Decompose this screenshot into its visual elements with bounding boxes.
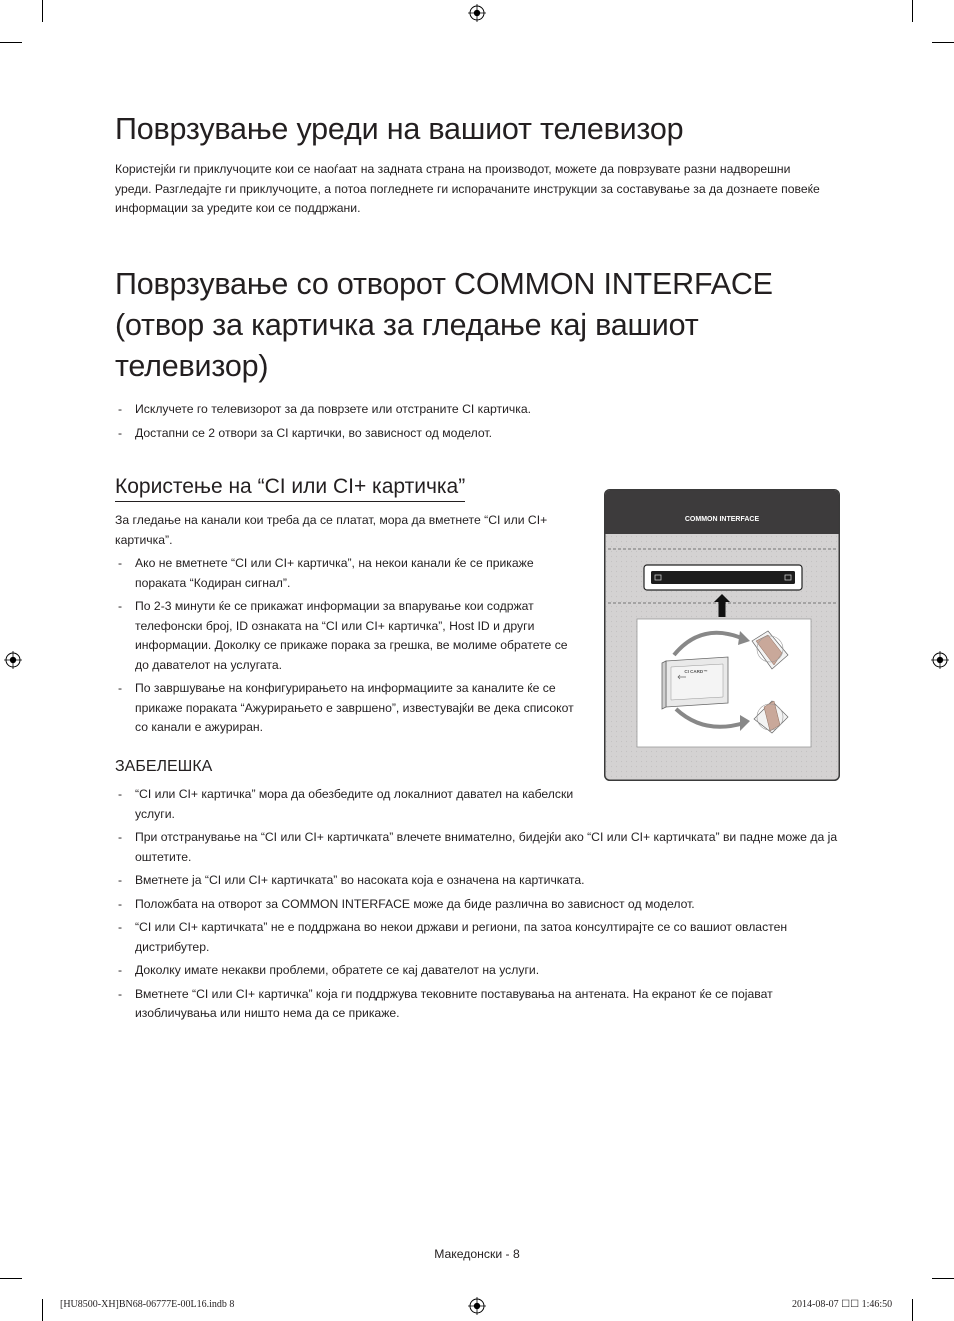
ci-slot-icon <box>651 571 795 584</box>
list-item <box>115 679 585 738</box>
registration-mark-icon <box>4 651 22 669</box>
common-interface-label: COMMON INTERFACE <box>684 516 760 523</box>
list-item <box>115 961 840 981</box>
text-line: - Доколку имате некакви проблеми, обратете се кај давателот на услуги. <box>135 963 540 977</box>
crop-mark <box>932 1278 954 1279</box>
list-item <box>115 597 585 675</box>
text-line: информации. Доколку се прикаже порака за грешка, ве молиме обратете се <box>135 638 568 652</box>
text-line: пораката “Кодиран сигнал”. <box>135 575 291 590</box>
crop-mark <box>42 1299 43 1321</box>
list-item <box>115 918 840 957</box>
text-line: - “CI или CI+ картичката” не е поддржана во некои држави и региони, па затоа консултирајте се со вашиот овластен <box>135 920 788 934</box>
text-line: Користејќи ги приклучоците кои се наоѓаат на задната страна на производот, можете да поврзувате разни надворешни <box>115 162 791 176</box>
ci-bullets <box>115 554 585 742</box>
intro-paragraph <box>115 160 820 219</box>
text-line: изобличувања или ништо нема да се прикаже. <box>135 1006 400 1020</box>
text-line: - Вметнете “CI или CI+ картичка” која ги поддржува тековните поставувања на антената. На екранот ќе се појават <box>135 986 773 1001</box>
text-line: - Положбата на отворот за COMMON INTERFACE може да биде различна во зависност од моделот. <box>135 896 695 911</box>
list-item <box>115 828 840 867</box>
ci-intro-paragraph <box>115 511 585 550</box>
ci-card-icon <box>662 657 728 709</box>
list-item <box>115 871 840 891</box>
list-item <box>115 785 840 824</box>
text-line: до давателот на услугата. <box>135 657 283 672</box>
section-title-common-interface <box>115 264 773 387</box>
common-interface-bullets <box>115 400 835 447</box>
tv-back-panel <box>606 491 839 535</box>
text-line: дистрибутер. <box>135 939 210 954</box>
text-line: информации за уредите кои се поддржани. <box>115 201 361 215</box>
page-title: Поврзување уреди на вашиот телевизор <box>115 112 684 146</box>
list-item <box>115 985 840 1024</box>
crop-mark <box>912 1299 913 1321</box>
list-item <box>115 554 585 593</box>
text-line: - Ако не вметнете “CI или CI+ картичка”, на некои канали ќе се прикаже <box>135 556 534 570</box>
print-timestamp: 2014-08-07 ☐☐ 1:46:50 <box>792 1299 893 1310</box>
title-line: телевизор) <box>115 349 269 383</box>
note-title: ЗАБЕЛЕШКА <box>115 758 213 775</box>
text-line: прикаже пораката “Ажурирањето е завршено”, известувајќи ве дека списокот <box>135 700 574 715</box>
crop-mark <box>42 0 43 22</box>
file-info: [HU8500-XH]BN68-06777E-00L16.indb 8 <box>60 1299 235 1310</box>
note-bullets <box>115 785 840 1028</box>
title-line: (отвор за картичка за гледање кај вашиот <box>115 308 699 342</box>
registration-mark-icon <box>468 1297 486 1315</box>
text-line: - По завршување на конфигурирањето на информациите за каналите ќе се <box>135 681 556 695</box>
list-item: - Достапни се 2 отвори за CI картички, во зависност од моделот. <box>115 424 835 444</box>
list-item <box>115 895 840 915</box>
text-line: со канали е ажуриран. <box>135 720 264 734</box>
subsection-title-ci-card: Користење на “CI или CI+ картичка” <box>115 476 465 502</box>
crop-mark <box>0 42 22 43</box>
text-line: - При отстранување на “CI или CI+ картичката” влечете внимателно, бидејќи ако “CI или CI+ картичката” ви падне може да ја <box>135 830 838 844</box>
ci-card-diagram <box>604 489 840 781</box>
text-line: - По 2-3 минути ќе се прикажат информации за впарување кои содржат <box>135 599 534 613</box>
text-line: оштетите. <box>135 849 192 864</box>
text-line: За гледање на канали кои треба да се платат, мора да вметнете “CI или CI+ <box>115 513 548 527</box>
text-line: - Вметнете ја “CI или CI+ картичката” во насоката која е означена на картичката. <box>135 873 585 887</box>
crop-mark <box>912 0 913 22</box>
title-line: Поврзување со отворот COMMON INTERFACE <box>115 267 773 301</box>
ci-card-label: CI CARD™ <box>684 669 708 674</box>
text-line: картичка”. <box>115 532 173 547</box>
list-item: - Исклучете го телевизорот за да поврзете или отстраните CI картичка. <box>115 400 835 420</box>
registration-mark-icon <box>931 651 949 669</box>
text-line: услуги. <box>135 806 175 821</box>
crop-mark <box>932 42 954 43</box>
text-line: телефонски број, ID ознаката на “CI или CI+ картичка”, Host ID и други <box>135 618 535 633</box>
registration-mark-icon <box>468 4 486 22</box>
page-number: Македонски - 8 <box>434 1247 520 1261</box>
crop-mark <box>0 1278 22 1279</box>
text-line: уреди. Разгледајте ги приклучоците, а потоа погледнете ги испорачаните инструкции за составување за да дознаете повеќе <box>115 181 820 196</box>
text-line: - “CI или CI+ картичка” мора да обезбедите од локалниот давател на кабелски <box>135 787 574 801</box>
